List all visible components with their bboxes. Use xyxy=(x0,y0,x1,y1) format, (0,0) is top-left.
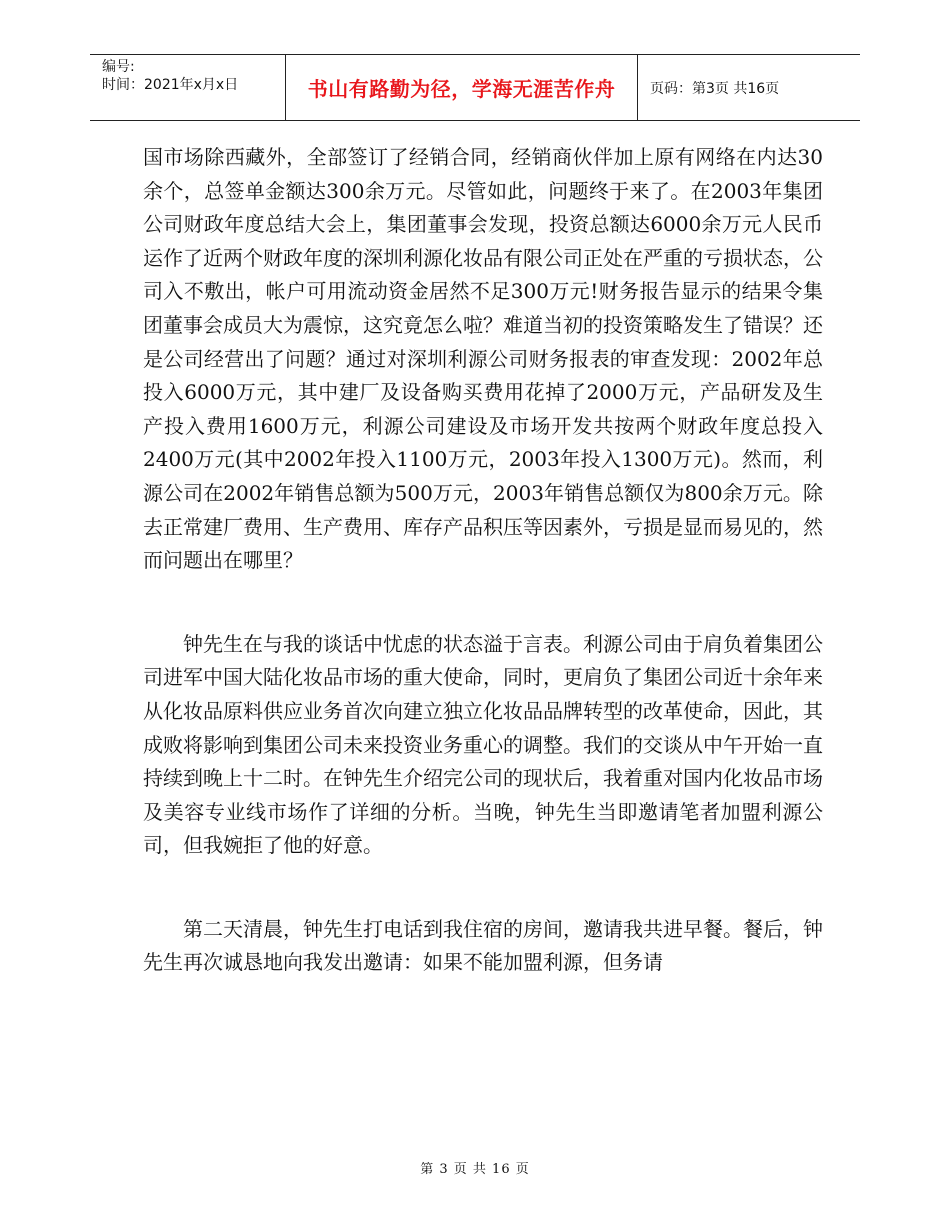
page-footer: 第 3 页 共 16 页 xyxy=(420,1162,530,1177)
page-header xyxy=(90,54,860,121)
header-page-info: 页码：第3页 共16页 xyxy=(650,80,780,97)
serial-label: 编号: xyxy=(102,59,135,75)
document-body xyxy=(143,141,823,980)
paragraph: 第二天清晨，钟先生打电话到我住宿的房间，邀请我共进早餐。餐后，钟先生再次诚恳地向我发出邀请：如果不能加盟利源，但务请 xyxy=(143,916,823,975)
header-meta xyxy=(90,55,286,120)
paragraph-continued: 国市场除西藏外，全部签订了经销合同，经销商伙伴加上原有网络在内达30余个，总签单金额达300余万元。尽管如此，问题终于来了。在2003年集团公司财政年度总结大会上，集团董事会发现，投资总额达6000余万元人民币运作了近两个财政年度的深圳利源化妆品有限公司正处在严重的亏损状态，公司入不敷出，帐户可用流动资金居然不足300万元!财务报告显示的结果令集团董事会成员大为震惊，这究竟怎么啦？难道当初的投资策略发生了错误？还是公司经营出了问题？通过对深圳利源公司财务报表的审查发现：2002年总投入6000万元，其中建厂及设备购买费用花掉了2000万元，产品研发及生产投入费用1600万元，利源公司建设及市场开发共按两个财政年度总投入2400万元(其中2002年投入1100万元，2003年投入1300万元)。然而，利源公司在2002年销售总额为500万元，2003年销售总额仅为800余万元。除去正常建厂费用、生产费用、库存产品积压等因素外，亏损是显而易见的，然而问题出在哪里？ xyxy=(143,145,823,573)
paragraph: 钟先生在与我的谈话中忧虑的状态溢于言表。利源公司由于肩负着集团公司进军中国大陆化妆品市场的重大使命，同时，更肩负了集团公司近十余年来从化妆品原料供应业务首次向建立独立化妆品品牌转型的改革使命，因此，其成败将影响到集团公司未来投资业务重心的调整。我们的交谈从中午开始一直持续到晚上十二时。在钟先生介绍完公司的现状后，我着重对国内化妆品市场及美容专业线市场作了详细的分析。当晚，钟先生当即邀请笔者加盟利源公司，但我婉拒了他的好意。 xyxy=(143,631,823,858)
time-label: 时间：2021年x月x日 xyxy=(102,77,239,93)
header-motto: 书山有路勤为径，学海无涯苦作舟 xyxy=(286,55,638,120)
